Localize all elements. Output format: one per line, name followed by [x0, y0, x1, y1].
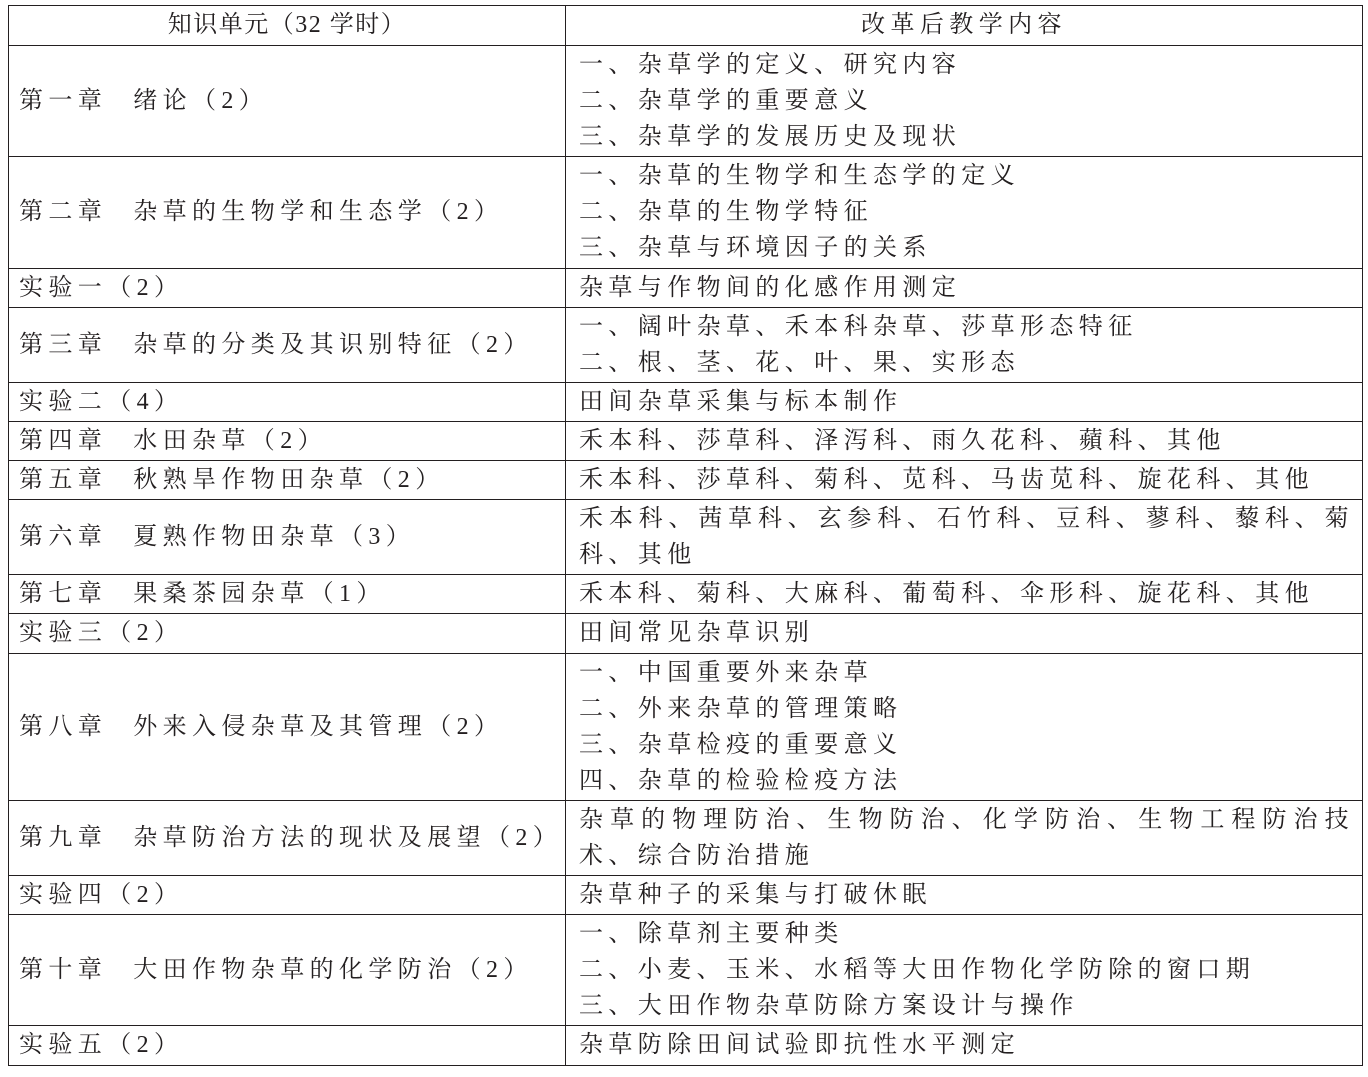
content-line: 三、大田作物杂草防除方案设计与操作	[579, 993, 1079, 1020]
content-line: 禾本科、莎草科、泽泻科、雨久花科、蘋科、其他	[579, 427, 1226, 454]
content-line: 二、杂草学的重要意义	[579, 88, 873, 115]
content-line: 禾本科、莎草科、菊科、苋科、马齿苋科、旋花科、其他	[579, 467, 1314, 494]
content-cell	[566, 1026, 1363, 1065]
unit-label: 第五章	[19, 467, 108, 494]
content-line: 一、杂草学的定义、研究内容	[579, 52, 962, 78]
content-line: 二、杂草的生物学特征	[579, 199, 873, 226]
content-line: 杂草防除田间试验即抗性水平测定	[579, 1032, 1020, 1059]
unit-label: 实验二（4）	[19, 388, 184, 415]
unit-label: 第七章	[19, 581, 108, 608]
table-row	[9, 46, 1363, 157]
unit-label: 第四章	[19, 427, 108, 454]
table-row	[9, 614, 1363, 653]
unit-cell	[9, 157, 566, 268]
content-line: 三、杂草检疫的重要意义	[579, 731, 903, 758]
content-line: 一、杂草的生物学和生态学的定义	[579, 163, 1020, 190]
unit-title: 夏熟作物田杂草（3）	[133, 524, 416, 551]
table-row	[9, 800, 1363, 875]
content-line: 杂草的物理防治、生物防治、化学防治、生物工程防治技术、综合防治措施	[579, 806, 1354, 869]
table-row	[9, 575, 1363, 614]
unit-cell	[9, 500, 566, 575]
content-line: 三、杂草学的发展历史及现状	[579, 124, 962, 151]
table-row	[9, 268, 1363, 307]
header-unit: 知识单元（32 学时）	[9, 6, 566, 46]
content-cell	[566, 461, 1363, 500]
content-line: 杂草与作物间的化感作用测定	[579, 274, 962, 301]
content-line: 杂草种子的采集与打破休眠	[579, 882, 932, 909]
unit-cell	[9, 421, 566, 460]
unit-cell	[9, 307, 566, 382]
unit-title: 杂草防治方法的现状及展望（2）	[133, 824, 563, 851]
content-cell	[566, 614, 1363, 653]
table-row	[9, 653, 1363, 800]
unit-label: 第八章	[19, 713, 108, 740]
unit-title: 绪论（2）	[133, 88, 269, 115]
content-cell	[566, 876, 1363, 915]
unit-cell	[9, 800, 566, 875]
unit-label: 第一章	[19, 88, 108, 115]
table-row	[9, 500, 1363, 575]
unit-title: 大田作物杂草的化学防治（2）	[133, 957, 533, 984]
unit-label: 第十章	[19, 957, 108, 984]
unit-cell	[9, 575, 566, 614]
unit-label: 第三章	[19, 331, 108, 358]
content-line: 一、除草剂主要种类	[579, 921, 844, 948]
unit-cell	[9, 268, 566, 307]
content-line: 二、外来杂草的管理策略	[579, 695, 903, 722]
table-row	[9, 1026, 1363, 1065]
table-row	[9, 307, 1363, 382]
curriculum-table	[8, 5, 1363, 1066]
table-row	[9, 382, 1363, 421]
content-line: 一、中国重要外来杂草	[579, 659, 873, 686]
table-row	[9, 876, 1363, 915]
content-line: 四、杂草的检验检疫方法	[579, 767, 903, 794]
unit-cell	[9, 1026, 566, 1065]
unit-cell	[9, 461, 566, 500]
unit-title: 外来入侵杂草及其管理（2）	[133, 713, 504, 740]
table-row	[9, 461, 1363, 500]
content-cell	[566, 800, 1363, 875]
content-cell	[566, 421, 1363, 460]
table-row	[9, 157, 1363, 268]
unit-title: 水田杂草（2）	[133, 427, 328, 454]
unit-label: 实验三（2）	[19, 620, 184, 647]
unit-title: 秋熟旱作物田杂草（2）	[133, 467, 445, 494]
unit-cell	[9, 382, 566, 421]
content-line: 田间常见杂草识别	[579, 620, 815, 647]
header-content: 改革后教学内容	[566, 6, 1363, 46]
unit-label: 实验一（2）	[19, 274, 184, 301]
unit-cell	[9, 653, 566, 800]
content-line: 田间杂草采集与标本制作	[579, 388, 903, 415]
table-row	[9, 421, 1363, 460]
content-cell	[566, 268, 1363, 307]
content-line: 禾本科、茜草科、玄参科、石竹科、豆科、蓼科、藜科、菊科、其他	[579, 506, 1354, 569]
content-cell	[566, 575, 1363, 614]
unit-label: 实验四（2）	[19, 882, 184, 909]
table-row	[9, 915, 1363, 1026]
content-line: 二、根、茎、花、叶、果、实形态	[579, 349, 1020, 376]
content-line: 三、杂草与环境因子的关系	[579, 235, 932, 262]
unit-label: 第二章	[19, 199, 108, 226]
content-cell	[566, 500, 1363, 575]
content-cell	[566, 653, 1363, 800]
content-line: 一、阔叶杂草、禾本科杂草、莎草形态特征	[579, 313, 1138, 340]
unit-cell	[9, 46, 566, 157]
content-cell	[566, 307, 1363, 382]
content-cell	[566, 915, 1363, 1026]
unit-label: 第九章	[19, 824, 108, 851]
header-row	[9, 6, 1363, 46]
unit-label: 实验五（2）	[19, 1032, 184, 1059]
content-line: 禾本科、菊科、大麻科、葡萄科、伞形科、旋花科、其他	[579, 581, 1314, 608]
unit-title: 杂草的生物学和生态学（2）	[133, 199, 504, 226]
content-line: 二、小麦、玉米、水稻等大田作物化学防除的窗口期	[579, 957, 1256, 984]
unit-title: 果桑茶园杂草（1）	[133, 581, 386, 608]
content-cell	[566, 157, 1363, 268]
content-cell	[566, 46, 1363, 157]
unit-label: 第六章	[19, 524, 108, 551]
unit-cell	[9, 876, 566, 915]
content-cell	[566, 382, 1363, 421]
unit-title: 杂草的分类及其识别特征（2）	[133, 331, 533, 358]
unit-cell	[9, 915, 566, 1026]
unit-cell	[9, 614, 566, 653]
